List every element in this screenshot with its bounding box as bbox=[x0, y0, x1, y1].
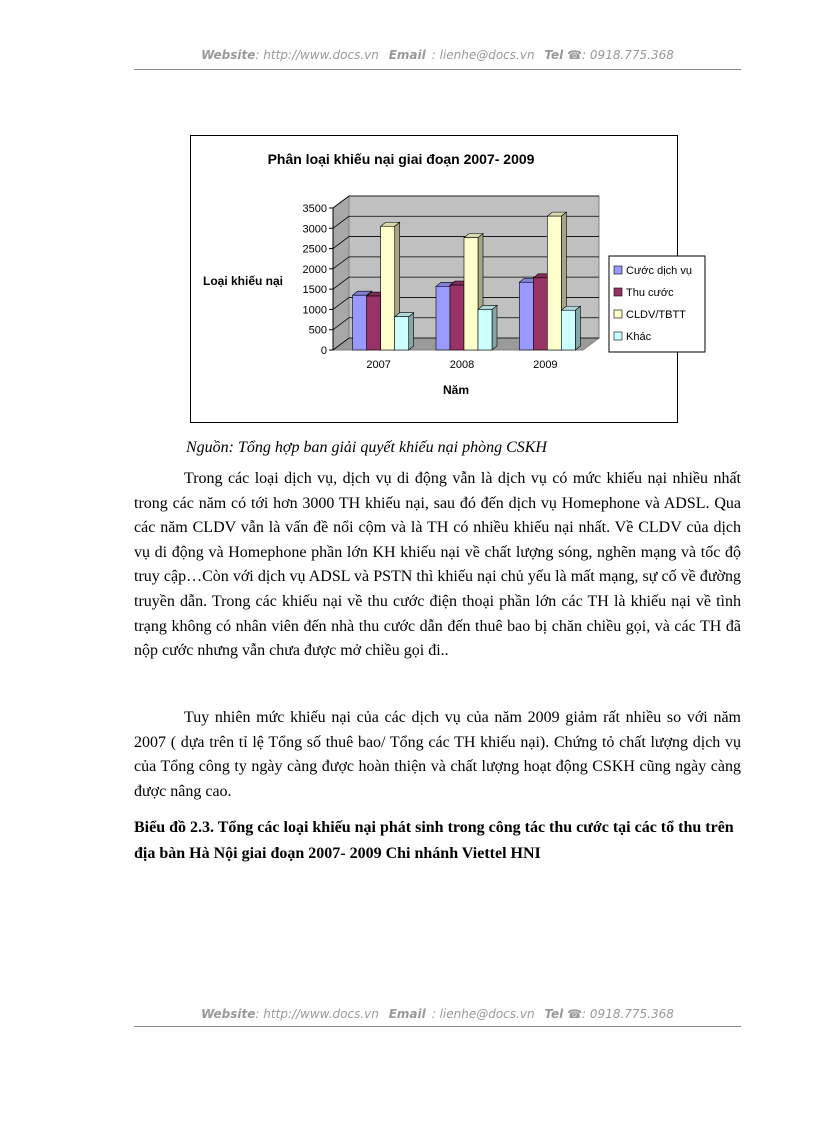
y-tick-label: 500 bbox=[308, 324, 327, 337]
bar bbox=[478, 305, 497, 350]
legend-swatch bbox=[614, 266, 622, 274]
paragraph-2: Tuy nhiên mức khiếu nại của các dịch vụ của năm 2009 giảm rất nhiều so với năm 2007 ( dựa trên tỉ lệ Tổng số thuê bao/ Tổng các TH khiếu nại). Chứng tỏ chất lượng dịch vụ của Tổng công ty ngày càng được hoàn thiện và chất lượng hoạt động CSKH cũng ngày càng được nâng cao. bbox=[134, 709, 741, 800]
bar-side bbox=[575, 306, 580, 350]
chart-title: Phân loại khiếu nại giai đoạn 2007- 2009 bbox=[267, 151, 535, 167]
bar-front bbox=[436, 286, 450, 350]
header-website-label: Website bbox=[201, 48, 256, 62]
header-website-value: : http://www.docs.vn bbox=[255, 48, 379, 62]
bar-front bbox=[478, 309, 492, 350]
complaint-chart bbox=[191, 136, 692, 422]
header-rule bbox=[134, 69, 741, 70]
bar-front bbox=[547, 216, 561, 350]
page-header bbox=[134, 48, 741, 62]
y-tick-label: 2000 bbox=[302, 263, 327, 276]
bar-front bbox=[533, 278, 547, 350]
bar-front bbox=[450, 285, 464, 350]
legend-entry: Thu cước bbox=[626, 287, 674, 299]
footer-tel-value: : 0918.775.368 bbox=[582, 1007, 674, 1021]
y-tick-label: 1000 bbox=[302, 304, 327, 317]
legend-swatch bbox=[614, 310, 622, 318]
bar bbox=[395, 313, 414, 350]
bar bbox=[561, 306, 580, 350]
x-tick-label: 2009 bbox=[533, 359, 558, 371]
y-tick-label: 0 bbox=[320, 345, 327, 357]
footer-tel-label: Tel bbox=[544, 1007, 564, 1021]
header-email-value: : lienhe@docs.vn bbox=[431, 48, 535, 62]
bar-front bbox=[381, 226, 395, 350]
y-tick-label: 3500 bbox=[302, 203, 327, 215]
y-tick-label: 1500 bbox=[302, 284, 327, 297]
footer-website-label: Website bbox=[201, 1007, 256, 1021]
plot-area bbox=[303, 196, 599, 371]
source-note: Nguồn: Tổng hợp ban giải quyết khiếu nại phòng CSKH bbox=[186, 439, 547, 456]
figure-caption: Biểu đồ 2.3. Tổng các loại khiếu nại phát sinh trong công tác thu cước tại các tổ thu trên địa bàn Hà Nội giai đoạn 2007- 2009 Chi nhánh Viettel HNI bbox=[134, 819, 734, 862]
bar-front bbox=[367, 296, 381, 350]
chart-ylabel: Loại khiếu nại bbox=[202, 274, 284, 288]
bar-front bbox=[395, 317, 409, 350]
y-tick-label: 3000 bbox=[302, 223, 327, 236]
x-tick-label: 2007 bbox=[366, 359, 391, 371]
footer-email-value: : lienhe@docs.vn bbox=[431, 1007, 535, 1021]
bar-side bbox=[409, 313, 414, 350]
side-wall bbox=[333, 196, 349, 350]
legend-entry: CLDV/TBTT bbox=[626, 309, 686, 321]
header-tel-label: Tel bbox=[544, 48, 564, 62]
legend-entry: Khác bbox=[626, 331, 652, 343]
phone-icon: ☎ bbox=[567, 1007, 583, 1021]
legend-entry: Cước dịch vụ bbox=[626, 265, 692, 277]
paragraph-1: Trong các loại dịch vụ, dịch vụ di động vẫn là dịch vụ có mức khiếu nại nhiều nhất trong các năm có tới hơn 3000 TH khiếu nại, sau đó đến dịch vụ Homephone và ADSL. Qua các năm CLDV vẫn là vấn đề nổi cộm và là TH có nhiều khiếu nại nhất. Về CLDV của dịch vụ di động và Homephone phần lớn KH khiếu nại về chất lượng sóng, nghẽn mạng và tốc độ truy cập…Còn với dịch vụ ADSL và PSTN thì khiếu nại chủ yếu là mất mạng, sự cố về đường truyền dẫn. Trong các khiếu nại về thu cước điện thoại phần lớn các TH là khiếu nại về tình trạng không có nhân viên đến nhà thu cước dẫn đến thuê bao bị chăn chiều gọi, và các TH đã nộp cước nhưng vẫn chưa được mở chiều gọi đi.. bbox=[134, 470, 741, 660]
header-email-label: Email bbox=[388, 48, 426, 62]
bar-front bbox=[519, 282, 533, 350]
chart-container bbox=[190, 135, 692, 423]
footer-email-label: Email bbox=[388, 1007, 426, 1021]
bar-front bbox=[353, 295, 367, 350]
legend-swatch bbox=[614, 332, 622, 340]
footer-rule bbox=[134, 1026, 741, 1027]
chart-xlabel: Năm bbox=[442, 383, 470, 397]
bar-front bbox=[561, 310, 575, 350]
header-tel-value: : 0918.775.368 bbox=[582, 48, 674, 62]
x-tick-label: 2008 bbox=[449, 359, 475, 371]
page-footer bbox=[134, 1007, 741, 1021]
bar-side bbox=[492, 305, 497, 350]
chart-legend bbox=[609, 256, 705, 352]
footer-website-value: : http://www.docs.vn bbox=[255, 1007, 379, 1021]
legend-swatch bbox=[614, 288, 622, 296]
phone-icon: ☎ bbox=[567, 48, 583, 62]
y-tick-label: 2500 bbox=[302, 243, 327, 256]
bar-front bbox=[464, 238, 478, 350]
